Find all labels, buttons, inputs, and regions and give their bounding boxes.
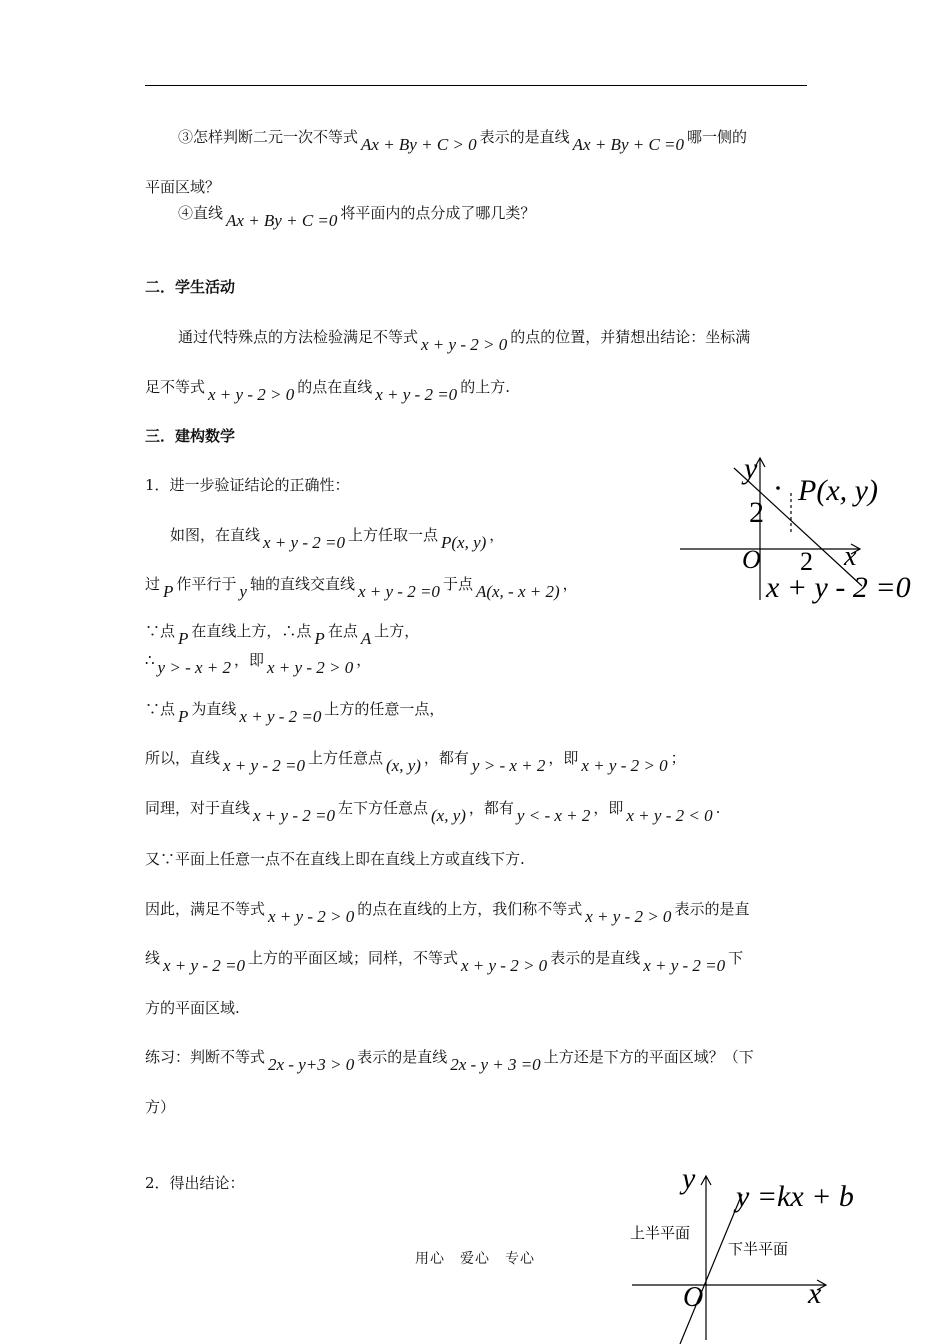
exercise-line-2: 方） (145, 1098, 176, 1116)
math: x + y - 2 < 0 (626, 806, 713, 825)
math: Ax + By + C > 0 (361, 135, 477, 154)
math: (x, y) (430, 806, 466, 825)
conclusion-line-3: 方的平面区域. (145, 999, 240, 1017)
math: P (178, 707, 189, 726)
section-heading-2: 二．学生活动 (145, 278, 236, 296)
figure-line-x-plus-y-minus-2 (676, 448, 911, 608)
conclusion-line-2: 线 x + y - 2 =0 上方的平面区域；同样，不等式 x + y - 2 > 0 表示的是直线 x + y - 2 =0 下 (145, 949, 744, 975)
point-p (776, 486, 780, 490)
math: y < - x + 2 (516, 806, 591, 825)
proof-line-6: 所以，直线 x + y - 2 =0 上方任意点 (x, y) ，都有 y > - x + 2 ，即 x + y - 2 > 0 ； (145, 749, 686, 775)
question-4: ④直线 Ax + By + C =0 将平面内的点分成了哪几类？ (178, 204, 536, 230)
math: A (360, 629, 372, 648)
question-3-line-2: 平面区域？ (145, 178, 221, 196)
math: P (163, 582, 174, 601)
math: P (314, 629, 325, 648)
proof-line-8: 又∵平面上任意一点不在直线上即在直线上方或直线下方. (145, 850, 525, 868)
upper-half-label: 上半平面 (630, 1224, 691, 1242)
header-rule (145, 85, 807, 86)
point-label: P(x, y) (798, 474, 878, 507)
x-axis-label: x (808, 1277, 822, 1310)
proof-line-5: ∵点 P 为直线 x + y - 2 =0 上方的任意一点， (145, 700, 445, 726)
item-1-heading: 1．进一步验证结论的正确性： (145, 476, 350, 494)
y-tick-label: 2 (749, 496, 764, 529)
math: x + y - 2 =0 (163, 956, 245, 975)
math: y > - x + 2 (157, 658, 231, 677)
math: x + y - 2 > 0 (585, 907, 672, 926)
exercise-line-1: 练习：判断不等式 2x - y+3 > 0 表示的是直线 2x - y + 3 =0 上方还是下方的平面区域？（下 (145, 1048, 754, 1074)
math: x + y - 2 > 0 (421, 335, 508, 354)
lower-half-label: 下半平面 (728, 1240, 789, 1258)
conclusion-line-1: 因此，满足不等式 x + y - 2 > 0 的点在直线的上方，我们称不等式 x + y - 2 > 0 表示的是直 (145, 900, 750, 926)
x-tick-label: 2 (800, 547, 813, 576)
math: P (178, 629, 189, 648)
math: x + y - 2 =0 (375, 385, 458, 404)
x-axis-label: x (844, 541, 857, 572)
math: 2x - y+3 > 0 (268, 1055, 355, 1074)
math: x + y - 2 =0 (253, 806, 335, 825)
math: x + y - 2 > 0 (208, 385, 295, 404)
s2-paragraph-line-2: 足不等式 x + y - 2 > 0 的点在直线 x + y - 2 =0 的上方. (145, 378, 510, 404)
math: x + y - 2 > 0 (460, 956, 548, 975)
origin-label: O (742, 545, 761, 574)
proof-line-3: ∵点 P 在直线上方，∴点 P 在点 A 上方， (145, 622, 420, 648)
math: Ax + By + C =0 (572, 135, 685, 154)
math: x + y - 2 =0 (239, 707, 322, 726)
s2-paragraph-line-1: 通过代特殊点的方法检验满足不等式 x + y - 2 > 0 的点的位置，并猜想出结论：坐标满 (178, 328, 751, 354)
math: x + y - 2 > 0 (268, 907, 355, 926)
math: (x, y) (385, 756, 421, 775)
math: 2x - y + 3 =0 (450, 1055, 541, 1074)
item-2-heading: 2．得出结论： (145, 1174, 245, 1192)
page-footer: 用心 爱心 专心 (415, 1251, 535, 1267)
math: Ax + By + C =0 (226, 211, 338, 230)
math: x + y - 2 =0 (263, 533, 345, 552)
math: y (239, 582, 247, 601)
y-axis-label: y (744, 452, 758, 485)
math: y > - x + 2 (471, 756, 546, 775)
boundary-line (680, 1194, 742, 1344)
proof-line-1: 如图，在直线 x + y - 2 =0 上方任取一点 P(x, y) ， (170, 526, 505, 552)
question-3-line-1: ③怎样判断二元一次不等式 Ax + By + C > 0 表示的是直线 Ax + By + C =0 哪一侧的 (178, 128, 748, 154)
math: A(x, - x + 2) (475, 582, 560, 601)
math: x + y - 2 =0 (357, 582, 440, 601)
proof-line-7: 同理，对于直线 x + y - 2 =0 左下方任意点 (x, y) ，都有 y < - x + 2 ，即 x + y - 2 < 0 . (145, 799, 721, 825)
y-axis-label: y (682, 1162, 696, 1195)
math: x + y - 2 =0 (223, 756, 305, 775)
line-label: y =kx + b (736, 1180, 854, 1213)
math: x + y - 2 =0 (643, 956, 726, 975)
line-label: x + y - 2 =0 (766, 571, 911, 604)
math: x + y - 2 > 0 (267, 658, 354, 677)
section-heading-3: 三．建构数学 (145, 427, 236, 445)
math: x + y - 2 > 0 (581, 756, 668, 775)
math: P(x, y) (440, 533, 487, 552)
proof-line-4: ∴ y > - x + 2 ，即 x + y - 2 > 0 ， (145, 651, 372, 677)
proof-line-2: 过 P 作平行于 y 轴的直线交直线 x + y - 2 =0 于点 A(x, - x + 2) ， (145, 575, 578, 601)
origin-label: O (683, 1282, 704, 1313)
